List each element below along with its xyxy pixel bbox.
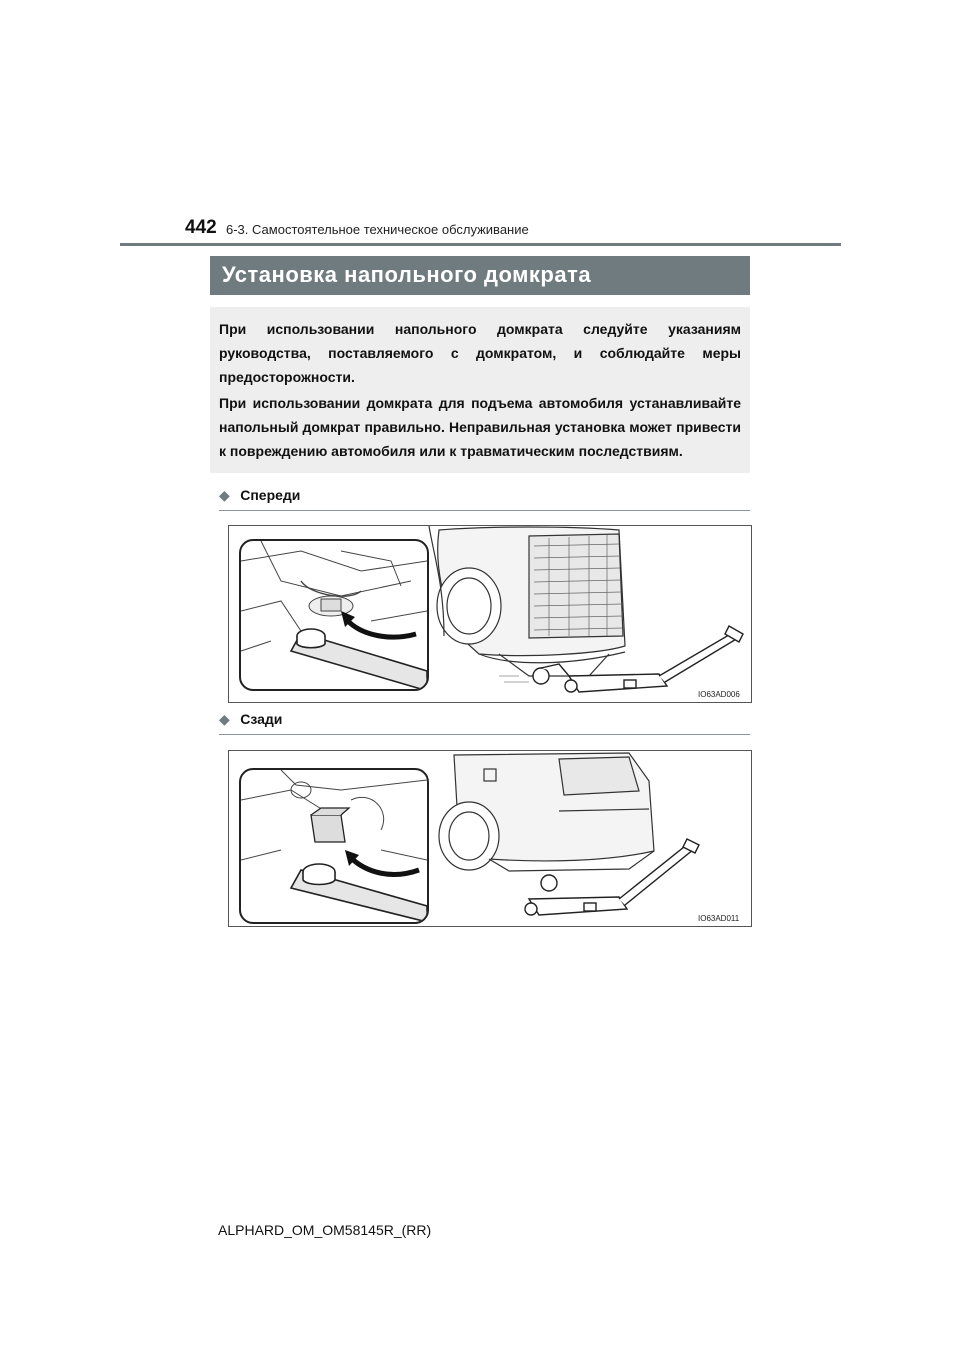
diamond-icon: ◆ [219, 711, 230, 727]
page-title: Установка напольного домкрата [222, 262, 592, 287]
page-number: 442 [185, 217, 217, 238]
rear-figure-code: IO63AD011 [698, 914, 740, 923]
rear-heading: Сзади [240, 711, 283, 727]
front-figure [228, 525, 752, 703]
intro-paragraph-2: При использовании домкрата для подъема автомобиля устанавливайте напольный домкрат правильно. Неправильная установка может привести к повреждению автомобиля или к травматическим последствиям. [219, 395, 741, 459]
diamond-icon: ◆ [219, 487, 230, 503]
front-figure-code: IO63AD006 [698, 690, 740, 699]
footer-code: ALPHARD_OM_OM58145R_(RR) [218, 1222, 432, 1238]
front-inset-detail [239, 539, 429, 691]
section-title: 6-3. Самостоятельное техническое обслуживание [226, 222, 529, 237]
front-heading: Спереди [240, 487, 301, 503]
title-bar [210, 256, 750, 295]
header-rule [120, 243, 841, 246]
rear-inset-detail [239, 768, 429, 924]
rear-figure [228, 750, 752, 927]
intro-box [210, 307, 750, 473]
front-rule [219, 510, 750, 511]
rear-inset-illustration [241, 770, 427, 922]
rear-rule [219, 734, 750, 735]
front-inset-illustration [241, 541, 427, 689]
rear-heading-row [219, 711, 282, 729]
front-heading-row [219, 487, 300, 505]
intro-paragraph-1: При использовании напольного домкрата следуйте указаниям руководства, поставляемого с домкратом, и соблюдайте меры предосторожности. [219, 321, 741, 385]
